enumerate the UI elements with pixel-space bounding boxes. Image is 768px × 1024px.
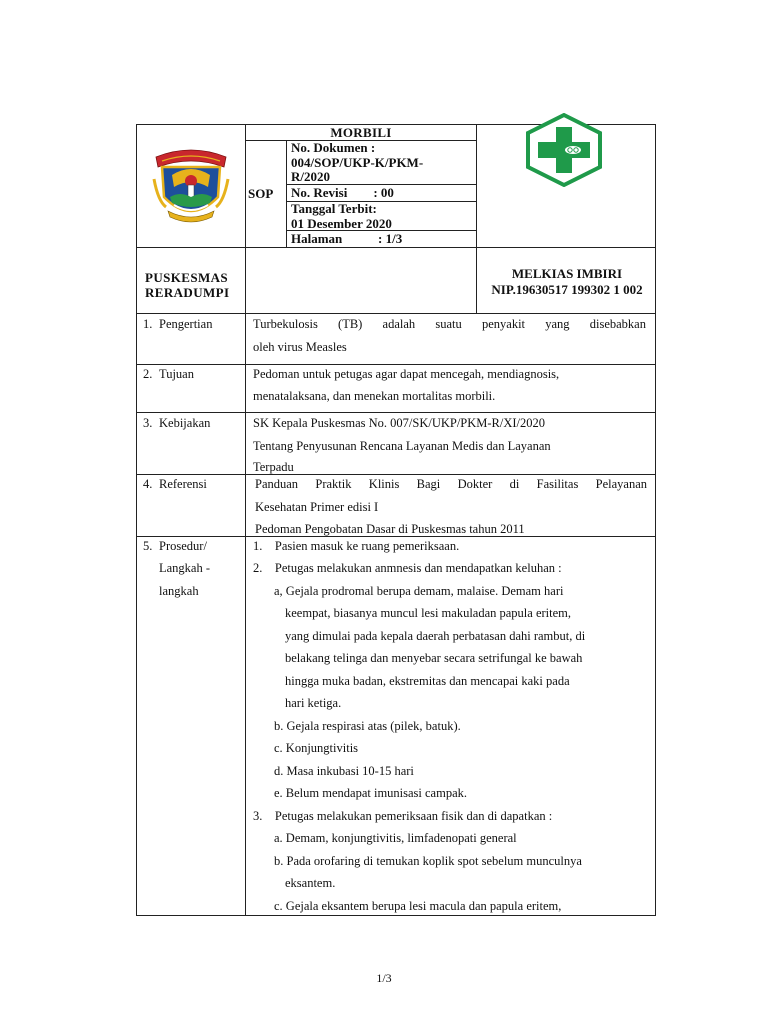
prosedur-step-2a-line6: hari ketiga. (285, 696, 342, 710)
prosedur-step-1: 1. Pasien masuk ke ruang pemeriksaan. (253, 539, 460, 553)
puskesmas-cross-logo-icon (524, 113, 604, 187)
section-label-text: Prosedur/ (159, 539, 207, 553)
section-label-prosedur-line2: Langkah - (159, 561, 211, 575)
prosedur-step-2e: e. Belum mendapat imunisasi campak. (274, 786, 468, 800)
section-label-prosedur-line3: langkah (159, 584, 199, 598)
regency-emblem-icon (150, 145, 232, 225)
page-number: 1/3 (376, 971, 392, 985)
kebijakan-line2: Tentang Penyusunan Rencana Layanan Medis dan Layanan (253, 439, 551, 453)
document-title: MORBILI (330, 125, 392, 140)
kebijakan-line3: Terpadu (253, 460, 294, 474)
head-nip: NIP.19630517 199302 1 002 (491, 282, 643, 297)
prosedur-step-2a-line2: keempat, biasanya muncul lesi makuladan papula eritem, (285, 606, 572, 620)
section-number: 3. (143, 416, 153, 430)
prosedur-step-3b-line2: eksantem. (285, 876, 336, 890)
section-label-prosedur (143, 535, 207, 557)
prosedur-step-3b-line1: b. Pada orofaring di temukan koplik spot sebelum munculnya (274, 854, 582, 868)
no-dokumen-label: No. Dokumen : (291, 140, 376, 155)
section-label-pengertian (143, 313, 212, 335)
tanggal-terbit-label: Tanggal Terbit: (291, 201, 377, 216)
section-label-text: Referensi (159, 477, 207, 491)
table-left-border (136, 124, 137, 916)
tanggal-terbit-value: 01 Desember 2020 (291, 216, 392, 231)
section-label-tujuan (143, 363, 194, 385)
section-label-text: Pengertian (159, 317, 213, 331)
referensi-line1: Panduan Praktik Klinis Bagi Dokter di Fasilitas Pelayanan (255, 477, 647, 491)
label-column-border (245, 124, 246, 916)
puskesmas-name-line1: PUSKESMAS (145, 270, 229, 285)
section-label-referensi (143, 473, 207, 495)
kebijakan-line1: SK Kepala Puskesmas No. 007/SK/UKP/PKM-R/XI/2020 (253, 416, 546, 430)
head-of-puskesmas (477, 266, 657, 298)
section-label-text: Kebijakan (159, 416, 211, 430)
no-dokumen-value-line2: R/2020 (291, 169, 330, 184)
prosedur-step-2: 2. Petugas melakukan anmnesis dan mendapatkan keluhan : (253, 561, 562, 575)
pengertian-line1: Turbekulosis (TB) adalah suatu penyakit yang disebabkan (253, 317, 646, 331)
sop-column-border (286, 140, 287, 248)
puskesmas-name-line2: RERADUMPI (145, 285, 230, 300)
head-name: MELKIAS IMBIRI (511, 266, 623, 281)
prosedur-step-2b: b. Gejala respirasi atas (pilek, batuk). (274, 719, 461, 733)
no-dokumen-value-line1: 004/SOP/UKP-K/PKM- (291, 155, 424, 170)
prosedur-step-3a: a. Demam, konjungtivitis, limfadenopati general (274, 831, 517, 845)
prosedur-step-2c: c. Konjungtivitis (274, 741, 359, 755)
referensi-line2: Kesehatan Primer edisi I (255, 500, 379, 514)
tujuan-line1: Pedoman untuk petugas agar dapat mencegah, mendiagnosis, (253, 367, 560, 381)
table-right-border (655, 124, 656, 916)
tujuan-line2: menatalaksana, dan menekan mortalitas morbili. (253, 389, 496, 403)
prosedur-step-2a-line5: hingga muka badan, ekstremitas dan mencapai kaki pada (285, 674, 570, 688)
prosedur-step-2a-line4: belakang telinga dan menyebar secara setrifungal ke bawah (285, 651, 583, 665)
section-label-text: Tujuan (159, 367, 194, 381)
pengertian-line2: oleh virus Measles (253, 340, 347, 354)
section-number: 2. (143, 367, 153, 381)
prosedur-step-3c: c. Gejala eksantem berupa lesi macula dan papula eritem, (274, 899, 562, 913)
section-number: 1. (143, 317, 153, 331)
section-label-kebijakan (143, 412, 210, 434)
header-bottom-border (136, 247, 656, 248)
prosedur-step-3: 3. Petugas melakukan pemeriksaan fisik dan di dapatkan : (253, 809, 553, 823)
section-number: 4. (143, 477, 153, 491)
prosedur-step-2d: d. Masa inkubasi 10-15 hari (274, 764, 414, 778)
puskesmas-name (145, 270, 229, 300)
prosedur-step-2a-line1: a, Gejala prodromal berupa demam, malaise. Demam hari (274, 584, 564, 598)
section-number: 5. (143, 539, 153, 553)
halaman: Halaman : 1/3 (291, 231, 403, 246)
prosedur-step-2a-line3: yang dimulai pada kepala daerah perbatasan dahi rambut, di (285, 629, 586, 643)
no-revisi: No. Revisi : 00 (291, 185, 394, 200)
sop-label: SOP (248, 186, 274, 201)
referensi-line3: Pedoman Pengobatan Dasar di Puskesmas tahun 2011 (255, 522, 525, 536)
